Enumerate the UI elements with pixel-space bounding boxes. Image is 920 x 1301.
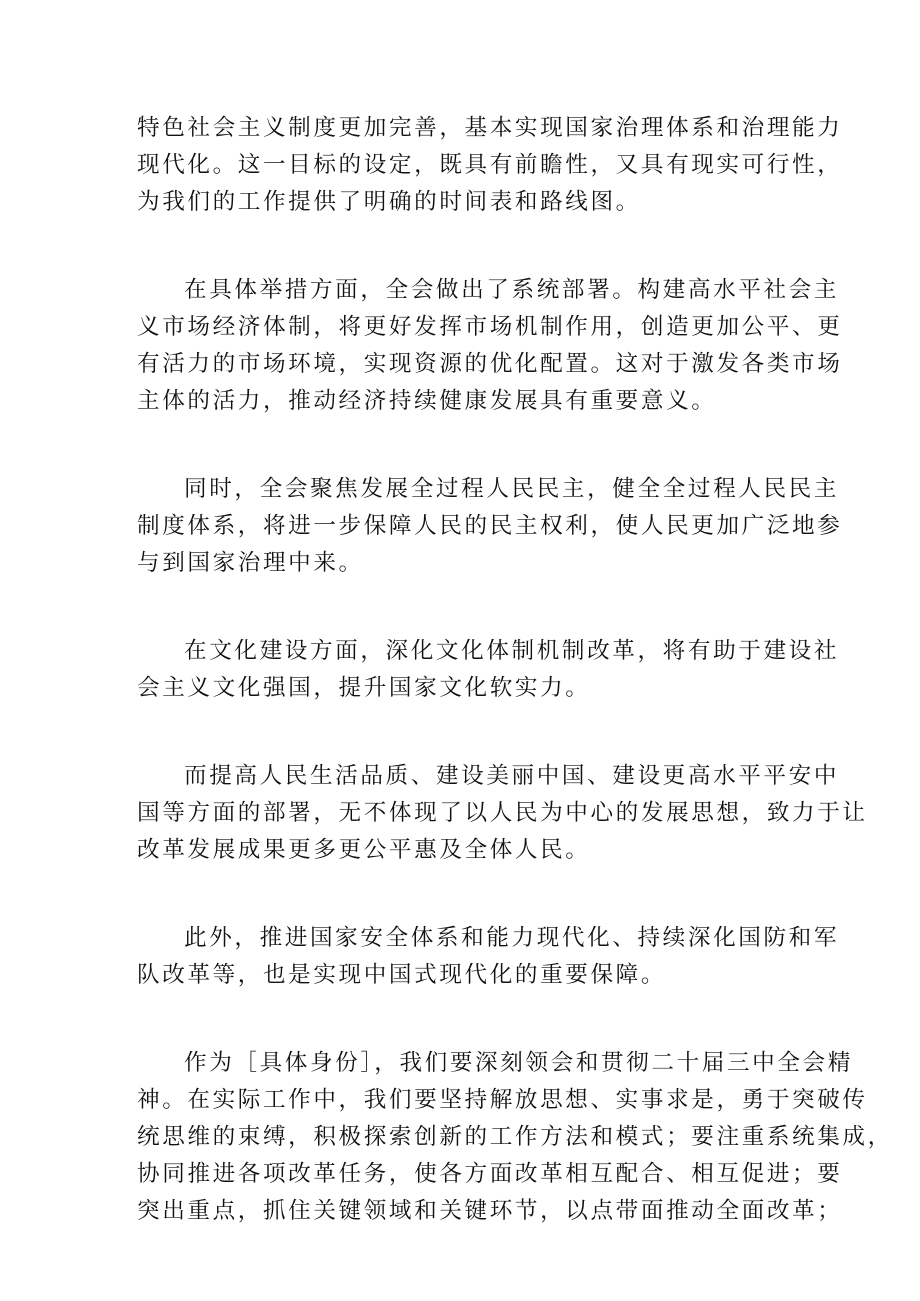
text-line: 有活力的市场环境，实现资源的优化配置。这对于激发各类市场 [137, 351, 843, 377]
text-line: 国等方面的部署，无不体现了以人民为中心的发展思想，致力于让 [137, 800, 868, 826]
text-line: 制度体系，将进一步保障人民的民主权利，使人民更加广泛地参 [137, 513, 843, 539]
text-line: 神。在实际工作中，我们要坚持解放思想、实事求是，勇于突破传 [137, 1087, 868, 1113]
document-body [137, 110, 893, 1230]
text-line: 会主义文化强国，提升国家文化软实力。 [137, 675, 591, 701]
text-line: 此外，推进国家安全体系和能力现代化、持续深化国防和军 [184, 925, 840, 951]
paragraph-6 [137, 920, 840, 994]
text-line: 特色社会主义制度更加完善，基本实现国家治理体系和治理能力 [137, 115, 843, 141]
text-line: 义市场经济体制，将更好发挥市场机制作用，创造更加公平、更 [137, 314, 843, 340]
text-line: 突出重点，抓住关键领域和关键环节，以点带面推动全面改革； [137, 1198, 843, 1224]
text-line: 作为［具体身份］，我们要深刻领会和贯彻二十届三中全会精 [184, 1050, 853, 1076]
text-line: 协同推进各项改革任务，使各方面改革相互配合、相互促进；要 [137, 1161, 843, 1187]
text-line: 改革发展成果更多更公平惠及全体人民。 [137, 837, 591, 863]
paragraph-1 [137, 110, 843, 221]
text-line: 与到国家治理中来。 [137, 550, 364, 576]
paragraph-4 [137, 633, 840, 707]
text-line: 在具体举措方面，全会做出了系统部署。构建高水平社会主 [184, 277, 840, 303]
text-line: 为我们的工作提供了明确的时间表和路线图。 [137, 189, 641, 215]
text-line: 而提高人民生活品质、建设美丽中国、建设更高水平平安中 [184, 763, 840, 789]
paragraph-7 [137, 1045, 893, 1230]
paragraph-2 [137, 272, 843, 420]
text-line: 统思维的束缚，积极探索创新的工作方法和模式；要注重系统集成， [137, 1124, 893, 1150]
paragraph-3 [137, 471, 843, 582]
text-line: 在文化建设方面，深化文化体制机制改革，将有助于建设社 [184, 638, 840, 664]
text-line: 主体的活力，推动经济持续健康发展具有重要意义。 [137, 388, 717, 414]
text-line: 现代化。这一目标的设定，既具有前瞻性，又具有现实可行性， [137, 152, 843, 178]
text-line: 同时，全会聚焦发展全过程人民民主，健全全过程人民民主 [184, 476, 840, 502]
text-line: 队改革等，也是实现中国式现代化的重要保障。 [137, 962, 667, 988]
paragraph-5 [137, 758, 868, 869]
